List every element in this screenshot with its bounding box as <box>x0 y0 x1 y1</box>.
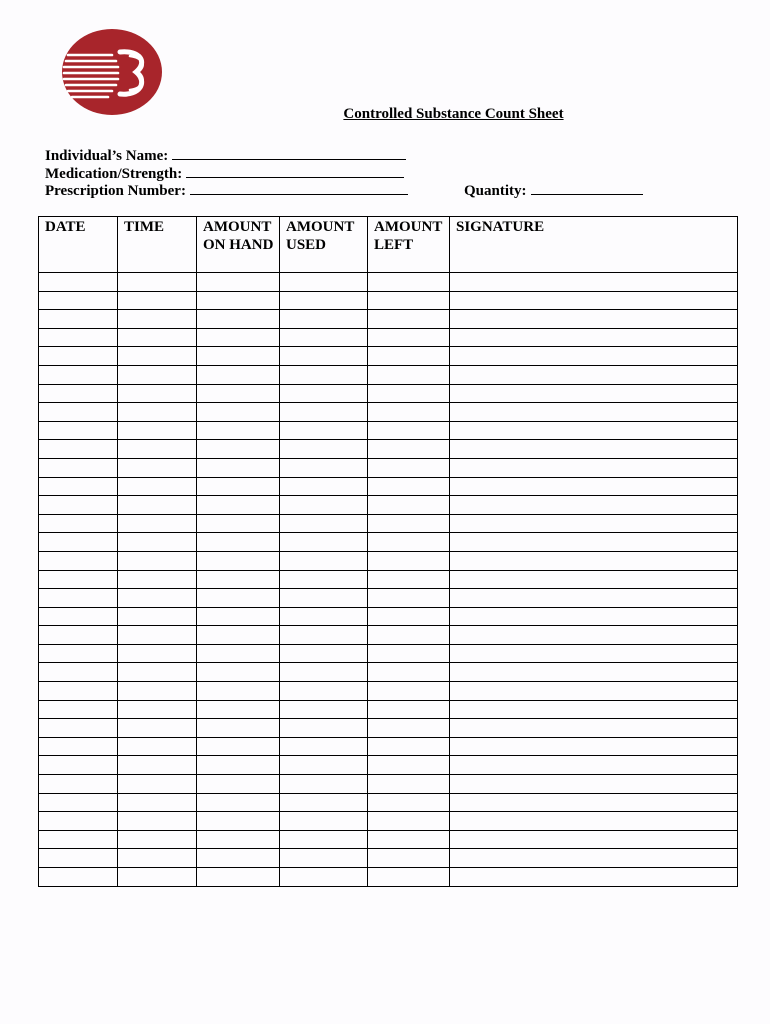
count-table <box>38 216 738 887</box>
time-cell[interactable] <box>118 403 197 422</box>
amount-on-hand-cell[interactable] <box>197 403 280 422</box>
amount-left-cell[interactable] <box>368 589 450 608</box>
amount-left-cell[interactable] <box>368 310 450 329</box>
amount-on-hand-cell[interactable] <box>197 812 280 831</box>
amount-used-cell[interactable] <box>280 626 368 645</box>
signature-cell[interactable] <box>450 440 738 459</box>
table-row <box>39 589 738 608</box>
amount-used-cell[interactable] <box>280 812 368 831</box>
table-row <box>39 775 738 794</box>
table-row <box>39 644 738 663</box>
time-cell[interactable] <box>118 440 197 459</box>
time-cell[interactable] <box>118 793 197 812</box>
signature-cell[interactable] <box>450 533 738 552</box>
amount-on-hand-cell[interactable] <box>197 830 280 849</box>
signature-cell[interactable] <box>450 384 738 403</box>
time-cell[interactable] <box>118 496 197 515</box>
amount-used-cell[interactable] <box>280 365 368 384</box>
amount-left-cell[interactable] <box>368 868 450 887</box>
signature-cell[interactable] <box>450 310 738 329</box>
date-cell[interactable] <box>39 663 118 682</box>
amount-left-cell[interactable] <box>368 719 450 738</box>
signature-cell[interactable] <box>450 793 738 812</box>
table-row <box>39 365 738 384</box>
amount-left-cell[interactable] <box>368 291 450 310</box>
table-row <box>39 384 738 403</box>
table-row <box>39 496 738 515</box>
date-cell[interactable] <box>39 273 118 292</box>
table-row <box>39 477 738 496</box>
amount-used-cell[interactable] <box>280 775 368 794</box>
time-cell[interactable] <box>118 607 197 626</box>
time-cell[interactable] <box>118 291 197 310</box>
signature-cell[interactable] <box>450 626 738 645</box>
amount-on-hand-cell[interactable] <box>197 514 280 533</box>
table-row <box>39 756 738 775</box>
amount-left-cell[interactable] <box>368 793 450 812</box>
time-cell[interactable] <box>118 756 197 775</box>
amount-left-cell[interactable] <box>368 775 450 794</box>
table-row <box>39 458 738 477</box>
individual-name-label: Individual’s Name: <box>45 148 169 164</box>
signature-cell[interactable] <box>450 291 738 310</box>
table-row <box>39 440 738 459</box>
amount-on-hand-cell[interactable] <box>197 700 280 719</box>
table-header-row <box>39 217 738 273</box>
amount-used-cell[interactable] <box>280 756 368 775</box>
time-cell[interactable] <box>118 310 197 329</box>
amount-left-cell[interactable] <box>368 403 450 422</box>
amount-on-hand-cell[interactable] <box>197 496 280 515</box>
date-cell[interactable] <box>39 682 118 701</box>
amount-used-cell[interactable] <box>280 421 368 440</box>
prescription-number-label: Prescription Number: <box>45 183 186 199</box>
amount-used-cell[interactable] <box>280 384 368 403</box>
date-cell[interactable] <box>39 570 118 589</box>
amount-left-cell[interactable] <box>368 384 450 403</box>
amount-on-hand-cell[interactable] <box>197 310 280 329</box>
amount-used-cell[interactable] <box>280 273 368 292</box>
signature-cell[interactable] <box>450 551 738 570</box>
date-cell[interactable] <box>39 812 118 831</box>
amount-left-cell[interactable] <box>368 756 450 775</box>
date-cell[interactable] <box>39 719 118 738</box>
signature-cell[interactable] <box>450 868 738 887</box>
amount-left-cell[interactable] <box>368 551 450 570</box>
time-cell[interactable] <box>118 570 197 589</box>
amount-on-hand-cell[interactable] <box>197 868 280 887</box>
time-cell[interactable] <box>118 849 197 868</box>
table-row <box>39 403 738 422</box>
amount-used-cell[interactable] <box>280 607 368 626</box>
quantity-label: Quantity: <box>464 183 527 199</box>
header-time: TIME <box>118 217 197 273</box>
amount-on-hand-cell[interactable] <box>197 347 280 366</box>
table-row <box>39 682 738 701</box>
amount-on-hand-cell[interactable] <box>197 365 280 384</box>
amount-used-cell[interactable] <box>280 793 368 812</box>
amount-on-hand-cell[interactable] <box>197 793 280 812</box>
amount-left-cell[interactable] <box>368 365 450 384</box>
amount-left-cell[interactable] <box>368 626 450 645</box>
signature-cell[interactable] <box>450 458 738 477</box>
amount-used-cell[interactable] <box>280 496 368 515</box>
date-cell[interactable] <box>39 589 118 608</box>
amount-used-cell[interactable] <box>280 440 368 459</box>
signature-cell[interactable] <box>450 365 738 384</box>
amount-on-hand-cell[interactable] <box>197 458 280 477</box>
table-row <box>39 551 738 570</box>
amount-on-hand-cell[interactable] <box>197 849 280 868</box>
amount-on-hand-cell[interactable] <box>197 626 280 645</box>
date-cell[interactable] <box>39 849 118 868</box>
amount-used-cell[interactable] <box>280 310 368 329</box>
header-amount-left: AMOUNT LEFT <box>368 217 450 273</box>
amount-on-hand-cell[interactable] <box>197 737 280 756</box>
amount-used-cell[interactable] <box>280 477 368 496</box>
table-row <box>39 812 738 831</box>
signature-cell[interactable] <box>450 403 738 422</box>
time-cell[interactable] <box>118 589 197 608</box>
amount-used-cell[interactable] <box>280 868 368 887</box>
amount-on-hand-cell[interactable] <box>197 273 280 292</box>
signature-cell[interactable] <box>450 775 738 794</box>
amount-left-cell[interactable] <box>368 830 450 849</box>
time-cell[interactable] <box>118 328 197 347</box>
amount-left-cell[interactable] <box>368 477 450 496</box>
table-row <box>39 421 738 440</box>
amount-on-hand-cell[interactable] <box>197 421 280 440</box>
amount-left-cell[interactable] <box>368 849 450 868</box>
signature-cell[interactable] <box>450 570 738 589</box>
amount-left-cell[interactable] <box>368 700 450 719</box>
date-cell[interactable] <box>39 756 118 775</box>
amount-left-cell[interactable] <box>368 644 450 663</box>
amount-used-cell[interactable] <box>280 458 368 477</box>
table-row <box>39 273 738 292</box>
table-row <box>39 849 738 868</box>
date-cell[interactable] <box>39 384 118 403</box>
amount-left-cell[interactable] <box>368 421 450 440</box>
amount-used-cell[interactable] <box>280 347 368 366</box>
date-cell[interactable] <box>39 477 118 496</box>
signature-cell[interactable] <box>450 421 738 440</box>
signature-cell[interactable] <box>450 644 738 663</box>
amount-left-cell[interactable] <box>368 570 450 589</box>
amount-used-cell[interactable] <box>280 533 368 552</box>
table-row <box>39 347 738 366</box>
amount-on-hand-cell[interactable] <box>197 719 280 738</box>
amount-on-hand-cell[interactable] <box>197 551 280 570</box>
time-cell[interactable] <box>118 533 197 552</box>
time-cell[interactable] <box>118 812 197 831</box>
time-cell[interactable] <box>118 700 197 719</box>
amount-on-hand-cell[interactable] <box>197 328 280 347</box>
table-row <box>39 868 738 887</box>
amount-on-hand-cell[interactable] <box>197 663 280 682</box>
date-cell[interactable] <box>39 551 118 570</box>
amount-used-cell[interactable] <box>280 700 368 719</box>
signature-cell[interactable] <box>450 719 738 738</box>
date-cell[interactable] <box>39 644 118 663</box>
amount-used-cell[interactable] <box>280 291 368 310</box>
amount-used-cell[interactable] <box>280 328 368 347</box>
time-cell[interactable] <box>118 626 197 645</box>
table-row <box>39 514 738 533</box>
amount-left-cell[interactable] <box>368 496 450 515</box>
time-cell[interactable] <box>118 644 197 663</box>
time-cell[interactable] <box>118 458 197 477</box>
pharmacy-logo-icon <box>60 28 164 116</box>
date-cell[interactable] <box>39 514 118 533</box>
signature-cell[interactable] <box>450 812 738 831</box>
amount-left-cell[interactable] <box>368 440 450 459</box>
signature-cell[interactable] <box>450 589 738 608</box>
signature-cell[interactable] <box>450 328 738 347</box>
time-cell[interactable] <box>118 477 197 496</box>
date-cell[interactable] <box>39 607 118 626</box>
amount-used-cell[interactable] <box>280 551 368 570</box>
amount-used-cell[interactable] <box>280 830 368 849</box>
table-row <box>39 663 738 682</box>
medication-strength-line[interactable] <box>186 164 404 178</box>
date-cell[interactable] <box>39 458 118 477</box>
document-title: Controlled Substance Count Sheet <box>343 106 564 122</box>
amount-on-hand-cell[interactable] <box>197 570 280 589</box>
amount-left-cell[interactable] <box>368 737 450 756</box>
date-cell[interactable] <box>39 775 118 794</box>
amount-used-cell[interactable] <box>280 849 368 868</box>
amount-left-cell[interactable] <box>368 514 450 533</box>
date-cell[interactable] <box>39 700 118 719</box>
date-cell[interactable] <box>39 440 118 459</box>
amount-on-hand-cell[interactable] <box>197 756 280 775</box>
signature-cell[interactable] <box>450 477 738 496</box>
time-cell[interactable] <box>118 719 197 738</box>
header-amount-on-hand: AMOUNT ON HAND <box>197 217 280 273</box>
amount-used-cell[interactable] <box>280 682 368 701</box>
amount-on-hand-cell[interactable] <box>197 682 280 701</box>
table-row <box>39 291 738 310</box>
individual-name-field <box>45 146 406 165</box>
amount-on-hand-cell[interactable] <box>197 533 280 552</box>
date-cell[interactable] <box>39 310 118 329</box>
amount-used-cell[interactable] <box>280 514 368 533</box>
amount-left-cell[interactable] <box>368 458 450 477</box>
amount-left-cell[interactable] <box>368 347 450 366</box>
time-cell[interactable] <box>118 830 197 849</box>
date-cell[interactable] <box>39 626 118 645</box>
amount-left-cell[interactable] <box>368 533 450 552</box>
signature-cell[interactable] <box>450 830 738 849</box>
table-row <box>39 607 738 626</box>
amount-on-hand-cell[interactable] <box>197 291 280 310</box>
prescription-number-field <box>45 181 408 200</box>
date-cell[interactable] <box>39 328 118 347</box>
amount-used-cell[interactable] <box>280 644 368 663</box>
quantity-line[interactable] <box>531 181 643 195</box>
signature-cell[interactable] <box>450 849 738 868</box>
table-row <box>39 830 738 849</box>
signature-cell[interactable] <box>450 682 738 701</box>
time-cell[interactable] <box>118 663 197 682</box>
time-cell[interactable] <box>118 421 197 440</box>
table-row <box>39 328 738 347</box>
table-row <box>39 719 738 738</box>
amount-on-hand-cell[interactable] <box>197 384 280 403</box>
amount-used-cell[interactable] <box>280 403 368 422</box>
date-cell[interactable] <box>39 793 118 812</box>
time-cell[interactable] <box>118 737 197 756</box>
amount-used-cell[interactable] <box>280 570 368 589</box>
amount-used-cell[interactable] <box>280 589 368 608</box>
header-date: DATE <box>39 217 118 273</box>
table-row <box>39 793 738 812</box>
time-cell[interactable] <box>118 514 197 533</box>
header-amount-used: AMOUNT USED <box>280 217 368 273</box>
signature-cell[interactable] <box>450 514 738 533</box>
amount-left-cell[interactable] <box>368 607 450 626</box>
amount-used-cell[interactable] <box>280 737 368 756</box>
date-cell[interactable] <box>39 365 118 384</box>
date-cell[interactable] <box>39 830 118 849</box>
date-cell[interactable] <box>39 868 118 887</box>
date-cell[interactable] <box>39 291 118 310</box>
table-row <box>39 570 738 589</box>
time-cell[interactable] <box>118 551 197 570</box>
medication-strength-label: Medication/Strength: <box>45 166 183 182</box>
signature-cell[interactable] <box>450 756 738 775</box>
amount-used-cell[interactable] <box>280 663 368 682</box>
amount-on-hand-cell[interactable] <box>197 607 280 626</box>
time-cell[interactable] <box>118 273 197 292</box>
signature-cell[interactable] <box>450 273 738 292</box>
prescription-number-line[interactable] <box>190 181 408 195</box>
date-cell[interactable] <box>39 347 118 366</box>
time-cell[interactable] <box>118 384 197 403</box>
time-cell[interactable] <box>118 682 197 701</box>
amount-on-hand-cell[interactable] <box>197 644 280 663</box>
date-cell[interactable] <box>39 737 118 756</box>
amount-on-hand-cell[interactable] <box>197 775 280 794</box>
amount-on-hand-cell[interactable] <box>197 440 280 459</box>
amount-left-cell[interactable] <box>368 663 450 682</box>
signature-cell[interactable] <box>450 347 738 366</box>
amount-left-cell[interactable] <box>368 273 450 292</box>
table-row <box>39 700 738 719</box>
time-cell[interactable] <box>118 365 197 384</box>
date-cell[interactable] <box>39 533 118 552</box>
amount-used-cell[interactable] <box>280 719 368 738</box>
amount-left-cell[interactable] <box>368 682 450 701</box>
signature-cell[interactable] <box>450 737 738 756</box>
date-cell[interactable] <box>39 403 118 422</box>
signature-cell[interactable] <box>450 496 738 515</box>
time-cell[interactable] <box>118 775 197 794</box>
date-cell[interactable] <box>39 421 118 440</box>
amount-left-cell[interactable] <box>368 328 450 347</box>
signature-cell[interactable] <box>450 663 738 682</box>
signature-cell[interactable] <box>450 700 738 719</box>
time-cell[interactable] <box>118 347 197 366</box>
amount-on-hand-cell[interactable] <box>197 477 280 496</box>
amount-on-hand-cell[interactable] <box>197 589 280 608</box>
table-row <box>39 310 738 329</box>
individual-name-line[interactable] <box>172 146 406 160</box>
time-cell[interactable] <box>118 868 197 887</box>
table-row <box>39 533 738 552</box>
table-row <box>39 626 738 645</box>
header-signature: SIGNATURE <box>450 217 738 273</box>
date-cell[interactable] <box>39 496 118 515</box>
signature-cell[interactable] <box>450 607 738 626</box>
table-row <box>39 737 738 756</box>
amount-left-cell[interactable] <box>368 812 450 831</box>
quantity-field <box>464 181 643 200</box>
